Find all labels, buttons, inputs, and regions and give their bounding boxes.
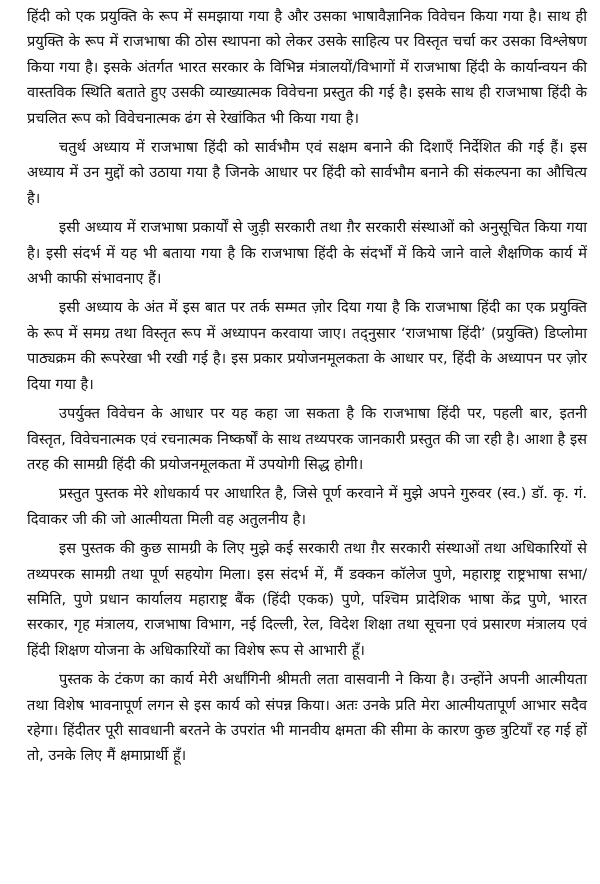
paragraph-8: पुस्तक के टंकण का कार्य मेरी अर्धांगिनी श्रीमती लता वासवानी ने किया है। उन्होंने अपनी आत्मीयता तथा विशेष भावनापूर्ण लगन से इस कार्य को संपन्न किया। अतः उनके प्रति मेरा आत्मीयतापूर्ण आभार सदैव रहेगा। हिंदीतर पूरी सावधानी बरतने के उपरांत भी मानवीय क्षमता की सीमा के कारण कुछ त्रुटियाँ रह गई हों तो, उनके लिए मैं क्षमाप्रार्थी हूँ। (27, 671, 587, 765)
document-page (27, 4, 587, 773)
paragraph-3: इसी अध्याय में राजभाषा प्रकार्यों से जुड़ी सरकारी तथा ग़ैर सरकारी संस्थाओं को अनुसूचित किया गया है। इसी संदर्भ में यह भी बताया गया है कि राजभाषा हिंदी के संदर्भों में किये जाने वाले शैक्षणिक कार्य में अभी काफी संभावनाए हैं। (27, 219, 587, 288)
paragraph-2: चतुर्थ अध्याय में राजभाषा हिंदी को सार्वभौम एवं सक्षम बनाने की दिशाएँ निर्देशित की गई हैं। इस अध्याय में उन मुद्दों को उठाया गया है जिनके आधार पर हिंदी को सार्वभौम बनाने की संकल्पना का औचित्य है। (27, 139, 587, 207)
paragraph-5: उपर्युक्त विवेचन के आधार पर यह कहा जा सकता है कि राजभाषा हिंदी पर, पहली बार, इतनी विस्तृत, विवेचनात्मक एवं रचनात्मक निष्कर्षों के साथ तथ्यपरक जानकारी प्रस्तुत की जा रही है। आशा है इस तरह की सामग्री हिंदी की प्रयोजनमूलकता में उपयोगी सिद्ध होगी। (27, 405, 587, 473)
paragraph-1: हिंदी को एक प्रयुक्ति के रूप में समझाया गया है और उसका भाषावैज्ञानिक विवेचन किया गया है। साथ ही प्रयुक्ति के रूप में राजभाषा की ठोस स्थापना को लेकर उसके साहित्य पर विस्तृत चर्चा कर उसका विश्लेषण किया गया है। इसके अंतर्गत भारत सरकार के विभिन्न मंत्रालयों/विभागों में राजभाषा हिंदी के कार्यान्वयन की वास्तविक स्थिति बताते हुए उसकी व्याख्यात्मक विवेचना प्रस्तुत की गई है। इसके साथ ही राजभाषा हिंदी के प्रचलित रूप को विवेचनात्मक ढंग से रेखांकित भी किया गया है। (27, 8, 587, 127)
paragraph-4: इसी अध्याय के अंत में इस बात पर तर्क सम्मत ज़ोर दिया गया है कि राजभाषा हिंदी का एक प्रयुक्ति के रूप में समग्र तथा विस्तृत रूप में अध्यापन करवाया जाए। तद्नुसार ‘राजभाषा हिंदी’ (प्रयुक्ति) डिप्लोमा पाठ्यक्रम की रूपरेखा भी रखी गई है। इस प्रकार प्रयोजनमूलकता के आधार पर, हिंदी के अध्यापन पर ज़ोर दिया गया है। (27, 299, 587, 393)
paragraph-7: इस पुस्तक की कुछ सामग्री के लिए मुझे कई सरकारी तथा ग़ैर सरकारी संस्थाओं तथा अधिकारियों से तथ्यपरक सामग्री तथा पूर्ण सहयोग मिला। इस संदर्भ में, मैं डक्कन कॉलेज पुणे, महाराष्ट्र राष्ट्रभाषा सभा/समिति, पुणे प्रधान कार्यालय महाराष्ट्र बैंक (हिंदी एकक) पुणे, पश्चिम प्रादेशिक भाषा केंद्र पुणे, भारत सरकार, गृह मंत्रालय, राजभाषा विभाग, नई दिल्ली, रेल, विदेश शिक्षा तथा सूचना एवं प्रसारण मंत्रालय एवं हिंदी शिक्षण योजना के अधिकारियों का विशेष रूप से आभारी हूँ। (27, 540, 587, 659)
paragraph-6: प्रस्तुत पुस्तक मेरे शोधकार्य पर आधारित है, जिसे पूर्ण करवाने में मुझे अपने गुरुवर (स्व.) डॉ. कृ. गं. दिवाकर जी की जो आत्मीयता मिली वह अतुलनीय है। (27, 485, 587, 528)
